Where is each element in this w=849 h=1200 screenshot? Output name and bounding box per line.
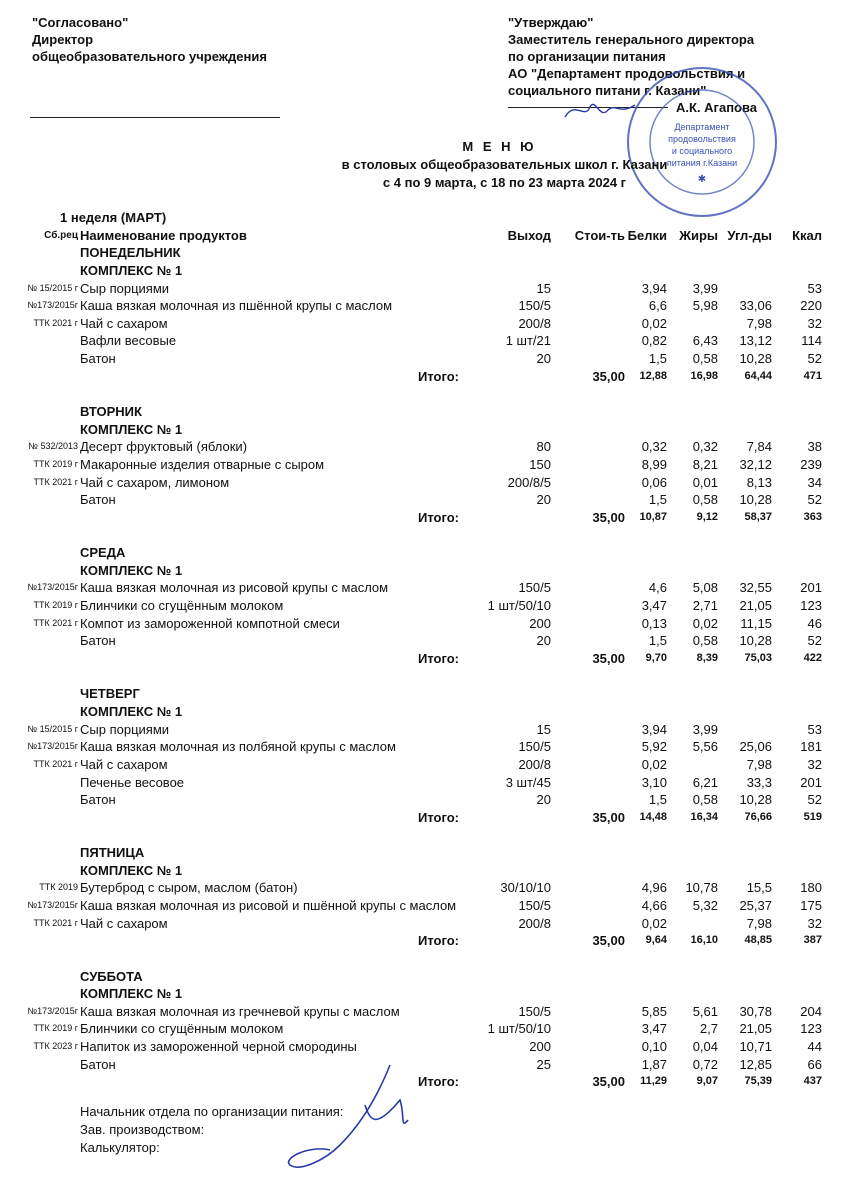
total-cost: 35,00: [592, 1074, 625, 1090]
recipe-code: № 15/2015 г: [27, 282, 78, 293]
recipe-code: ТТК 2021 г: [33, 617, 78, 628]
col-protein: Белки: [627, 227, 667, 243]
complex-row: [0, 262, 849, 280]
yield-value: 20: [536, 492, 551, 508]
yield-value: 150: [529, 456, 551, 472]
product-name: Бутерброд с сыром, маслом (батон): [80, 880, 298, 896]
yield-value: 3 шт/45: [505, 774, 551, 790]
kcal-value: 32: [807, 915, 822, 931]
kcal-value: 32: [807, 756, 822, 772]
day-name: ПОНЕДЕЛЬНИК: [80, 245, 181, 261]
fat-value: 0,72: [692, 1056, 718, 1072]
total-cost: 35,00: [592, 368, 625, 384]
kcal-value: 34: [807, 474, 822, 490]
kcal-value: 46: [807, 615, 822, 631]
recipe-code: № 15/2015 г: [27, 723, 78, 734]
total-protein: 10,87: [639, 510, 667, 523]
total-row: [0, 509, 849, 527]
day-heading-row: [0, 244, 849, 262]
kcal-value: 52: [807, 492, 822, 508]
col-code: Сб.рец: [44, 229, 78, 241]
svg-text:и социального: и социального: [671, 146, 733, 156]
carbs-value: 33,3: [746, 774, 772, 790]
recipe-code: ТТК 2021 г: [33, 917, 78, 928]
total-label: Итого:: [418, 651, 459, 667]
carbs-value: 10,28: [739, 633, 772, 649]
kcal-value: 204: [800, 1003, 822, 1019]
fat-value: 2,7: [699, 1021, 718, 1037]
protein-value: 5,92: [641, 739, 667, 755]
protein-value: 8,99: [641, 456, 667, 472]
total-kcal: 363: [803, 510, 822, 523]
product-name: Каша вязкая молочная из полбяной крупы с маслом: [80, 739, 396, 755]
approval-right-line4: АО "Департамент продовольствия и: [508, 66, 746, 81]
protein-value: 3,10: [641, 774, 667, 790]
total-fat: 16,98: [690, 369, 718, 382]
yield-value: 200/8: [518, 756, 551, 772]
protein-value: 4,66: [641, 897, 667, 913]
spacer-row: [0, 826, 849, 844]
recipe-code: ТТК 2021 г: [33, 317, 78, 328]
footer-line2: Зав. производством:: [80, 1122, 205, 1137]
total-protein: 9,70: [645, 652, 667, 665]
protein-value: 1,87: [641, 1056, 667, 1072]
fat-value: 6,21: [692, 774, 718, 790]
kcal-value: 220: [800, 298, 822, 314]
spacer-row: [0, 950, 849, 968]
total-fat: 9,07: [696, 1075, 718, 1088]
menu-title: [0, 138, 849, 192]
signer-name: А.К. Агапова: [676, 100, 758, 115]
table-row: [0, 280, 849, 298]
signature-line: [30, 117, 280, 118]
recipe-code: № 532/2013: [28, 441, 78, 452]
day-name: ВТОРНИК: [80, 404, 142, 420]
product-name: Каша вязкая молочная из рисовой и пшённой крупы с маслом: [80, 897, 457, 913]
table-row: [0, 491, 849, 509]
kcal-value: 32: [807, 315, 822, 331]
kcal-value: 123: [800, 1021, 822, 1037]
protein-value: 1,5: [648, 633, 667, 649]
fat-value: 0,58: [692, 633, 718, 649]
complex-name: КОМПЛЕКС № 1: [80, 703, 183, 719]
product-name: Десерт фруктовый (яблоки): [80, 439, 248, 455]
svg-text:✱: ✱: [697, 174, 707, 185]
carbs-value: 30,78: [739, 1003, 772, 1019]
product-name: Блинчики со сгущённым молоком: [80, 598, 284, 614]
protein-value: 0,02: [641, 756, 667, 772]
carbs-value: 21,05: [739, 598, 772, 614]
total-label: Итого:: [418, 1074, 459, 1090]
col-carbs: Угл-ды: [727, 227, 772, 243]
carbs-value: 8,13: [746, 474, 772, 490]
fat-value: 0,58: [692, 492, 718, 508]
kcal-value: 66: [807, 1056, 822, 1072]
carbs-value: 21,05: [739, 1021, 772, 1037]
menu-table: [0, 209, 849, 1091]
recipe-code: ТТК 2019: [39, 882, 78, 893]
total-row: [0, 932, 849, 950]
recipe-code: ТТК 2019 г: [33, 600, 78, 611]
kcal-value: 201: [800, 580, 822, 596]
protein-value: 4,6: [648, 580, 667, 596]
fat-value: 5,56: [692, 739, 718, 755]
carbs-value: 32,12: [739, 456, 772, 472]
table-row: [0, 632, 849, 650]
complex-row: [0, 562, 849, 580]
table-row: [0, 1020, 849, 1038]
product-name: Печенье весовое: [80, 774, 185, 790]
carbs-value: 10,28: [739, 351, 772, 367]
approver-signature: [560, 95, 640, 125]
fat-value: 0,02: [692, 615, 718, 631]
total-carbs: 75,03: [744, 652, 772, 665]
product-name: Сыр порциями: [80, 280, 170, 296]
footer-line1: Начальник отдела по организации питания:: [80, 1104, 344, 1119]
kcal-value: 52: [807, 351, 822, 367]
product-name: Чай с сахаром: [80, 756, 168, 772]
product-name: Батон: [80, 792, 116, 808]
yield-value: 20: [536, 351, 551, 367]
kcal-value: 44: [807, 1039, 822, 1055]
approval-left: [32, 14, 267, 65]
kcal-value: 114: [801, 333, 822, 349]
protein-value: 0,82: [641, 333, 667, 349]
carbs-value: 25,37: [739, 897, 772, 913]
col-fat: Жиры: [679, 227, 718, 243]
total-kcal: 387: [803, 934, 822, 947]
total-label: Итого:: [418, 933, 459, 949]
carbs-value: 10,28: [739, 792, 772, 808]
day-heading-row: [0, 544, 849, 562]
carbs-value: 7,84: [746, 439, 772, 455]
carbs-value: 13,12: [739, 333, 772, 349]
complex-row: [0, 421, 849, 439]
approval-right-line1: "Утверждаю": [508, 15, 594, 30]
product-name: Сыр порциями: [80, 721, 170, 737]
week-row: [0, 209, 849, 227]
kcal-value: 52: [807, 792, 822, 808]
product-name: Каша вязкая молочная из гречневой крупы с маслом: [80, 1003, 400, 1019]
complex-name: КОМПЛЕКС № 1: [80, 562, 183, 578]
table-row: [0, 774, 849, 792]
yield-value: 15: [536, 721, 551, 737]
svg-text:продовольствия: продовольствия: [668, 134, 736, 144]
fat-value: 5,08: [692, 580, 718, 596]
yield-value: 200: [529, 615, 551, 631]
carbs-value: 7,98: [746, 915, 772, 931]
protein-value: 4,96: [641, 880, 667, 896]
complex-row: [0, 862, 849, 880]
total-fat: 16,34: [690, 810, 718, 823]
approval-left-line2: Директор: [32, 32, 94, 47]
product-name: Чай с сахаром: [80, 915, 168, 931]
fat-value: 3,99: [692, 280, 718, 296]
recipe-code: ТТК 2023 г: [33, 1041, 78, 1052]
product-name: Каша вязкая молочная из пшённой крупы с маслом: [80, 298, 393, 314]
total-protein: 12,88: [639, 369, 667, 382]
kcal-value: 180: [800, 880, 822, 896]
recipe-code: ТТК 2019 г: [33, 1023, 78, 1034]
fat-value: 0,58: [692, 351, 718, 367]
kcal-value: 38: [807, 439, 822, 455]
yield-value: 30/10/10: [500, 880, 551, 896]
carbs-value: 15,5: [746, 880, 772, 896]
recipe-code: №173/2015г: [27, 1005, 78, 1016]
yield-value: 200/8: [518, 315, 551, 331]
yield-value: 15: [536, 280, 551, 296]
total-cost: 35,00: [592, 809, 625, 825]
product-name: Батон: [80, 633, 116, 649]
total-carbs: 76,66: [744, 810, 772, 823]
carbs-value: 10,71: [739, 1039, 772, 1055]
product-name: Каша вязкая молочная из рисовой крупы с маслом: [80, 580, 389, 596]
spacer-row: [0, 385, 849, 403]
yield-value: 20: [536, 633, 551, 649]
table-row: [0, 332, 849, 350]
kcal-value: 239: [800, 456, 822, 472]
day-heading-row: [0, 403, 849, 421]
product-name: Вафли весовые: [80, 333, 177, 349]
footer-signature: [270, 1060, 420, 1180]
kcal-value: 53: [807, 721, 822, 737]
recipe-code: №173/2015г: [27, 582, 78, 593]
total-protein: 14,48: [639, 810, 667, 823]
product-name: Напиток из замороженной черной смородины: [80, 1039, 357, 1055]
total-label: Итого:: [418, 368, 459, 384]
column-header-row: [0, 227, 849, 245]
total-kcal: 437: [803, 1075, 822, 1088]
table-row: [0, 738, 849, 756]
total-cost: 35,00: [592, 509, 625, 525]
day-name: СУББОТА: [80, 968, 143, 984]
table-row: [0, 297, 849, 315]
table-row: [0, 315, 849, 333]
carbs-value: 11,15: [740, 615, 772, 631]
protein-value: 6,6: [648, 298, 667, 314]
yield-value: 1 шт/21: [505, 333, 551, 349]
col-cost: Стои-ть: [574, 227, 625, 243]
week-label: 1 неделя (МАРТ): [60, 210, 167, 225]
kcal-value: 201: [800, 774, 822, 790]
day-name: СРЕДА: [80, 545, 126, 561]
recipe-code: ТТК 2021 г: [33, 758, 78, 769]
fat-value: 0,58: [692, 792, 718, 808]
protein-value: 5,85: [641, 1003, 667, 1019]
table-row: [0, 615, 849, 633]
yield-value: 200/8: [518, 915, 551, 931]
kcal-value: 181: [800, 739, 822, 755]
total-cost: 35,00: [592, 933, 625, 949]
yield-value: 1 шт/50/10: [487, 598, 551, 614]
fat-value: 5,32: [692, 897, 718, 913]
total-fat: 8,39: [696, 652, 718, 665]
recipe-code: ТТК 2019 г: [33, 458, 78, 469]
complex-name: КОМПЛЕКС № 1: [80, 421, 183, 437]
table-row: [0, 791, 849, 809]
total-kcal: 422: [803, 652, 822, 665]
table-row: [0, 879, 849, 897]
table-row: [0, 756, 849, 774]
total-carbs: 64,44: [744, 369, 772, 382]
product-name: Компот из замороженной компотной смеси: [80, 615, 340, 631]
approval-right-line5: социального питани г. Казани": [508, 83, 707, 98]
kcal-value: 53: [807, 280, 822, 296]
approval-right-line3: по организации питания: [508, 49, 666, 64]
protein-value: 3,94: [641, 721, 667, 737]
yield-value: 20: [536, 792, 551, 808]
recipe-code: ТТК 2021 г: [33, 476, 78, 487]
complex-row: [0, 703, 849, 721]
fat-value: 3,99: [692, 721, 718, 737]
table-row: [0, 474, 849, 492]
day-sections: [0, 244, 849, 1091]
day-name: ЧЕТВЕРГ: [80, 686, 140, 702]
table-row: [0, 438, 849, 456]
approval-right-line2: Заместитель генерального директора: [508, 32, 755, 47]
total-protein: 9,64: [645, 934, 667, 947]
total-kcal: 519: [803, 810, 822, 823]
protein-value: 1,5: [648, 351, 667, 367]
approval-left-line3: общеобразовательного учреждения: [32, 49, 267, 64]
col-name: Наименование продуктов: [80, 227, 247, 243]
product-name: Батон: [80, 492, 116, 508]
complex-name: КОМПЛЕКС № 1: [80, 262, 183, 278]
yield-value: 150/5: [518, 897, 551, 913]
day-heading-row: [0, 968, 849, 986]
kcal-value: 175: [800, 897, 822, 913]
carbs-value: 32,55: [739, 580, 772, 596]
product-name: Батон: [80, 351, 116, 367]
yield-value: 150/5: [518, 580, 551, 596]
yield-value: 80: [536, 439, 551, 455]
fat-value: 5,98: [692, 298, 718, 314]
total-label: Итого:: [418, 509, 459, 525]
table-row: [0, 915, 849, 933]
day-heading-row: [0, 844, 849, 862]
complex-name: КОМПЛЕКС № 1: [80, 862, 183, 878]
fat-value: 6,43: [692, 333, 718, 349]
table-row: [0, 1056, 849, 1074]
day-name: ПЯТНИЦА: [80, 845, 145, 861]
protein-value: 0,02: [641, 315, 667, 331]
table-row: [0, 897, 849, 915]
fat-value: 10,78: [685, 880, 718, 896]
protein-value: 3,47: [641, 1021, 667, 1037]
yield-value: 150/5: [518, 739, 551, 755]
product-name: Макаронные изделия отварные с сыром: [80, 456, 325, 472]
yield-value: 1 шт/50/10: [487, 1021, 551, 1037]
protein-value: 0,06: [641, 474, 667, 490]
total-row: [0, 368, 849, 386]
table-row: [0, 456, 849, 474]
col-kcal: Ккал: [792, 227, 822, 243]
total-label: Итого:: [418, 809, 459, 825]
yield-value: 200: [529, 1039, 551, 1055]
protein-value: 3,94: [641, 280, 667, 296]
fat-value: 2,71: [692, 598, 718, 614]
table-row: [0, 1003, 849, 1021]
carbs-value: 25,06: [739, 739, 772, 755]
recipe-code: №173/2015г: [27, 741, 78, 752]
total-carbs: 48,85: [744, 934, 772, 947]
spacer-row: [0, 527, 849, 545]
complex-row: [0, 985, 849, 1003]
product-name: Батон: [80, 1056, 116, 1072]
protein-value: 1,5: [648, 792, 667, 808]
total-protein: 11,29: [640, 1075, 667, 1088]
table-row: [0, 597, 849, 615]
yield-value: 200/8/5: [507, 474, 551, 490]
recipe-code: №173/2015г: [27, 300, 78, 311]
title-line3: с 4 по 9 марта, с 18 по 23 марта 2024 г: [382, 175, 627, 190]
day-heading-row: [0, 685, 849, 703]
title-line2: в столовых общеобразовательных школ г. Казани: [341, 157, 668, 172]
kcal-value: 52: [807, 633, 822, 649]
recipe-code: №173/2015г: [27, 899, 78, 910]
carbs-value: 12,85: [739, 1056, 772, 1072]
carbs-value: 10,28: [739, 492, 772, 508]
table-row: [0, 1038, 849, 1056]
svg-text:Департамент: Департамент: [674, 122, 730, 132]
approval-left-line1: "Согласовано": [32, 15, 129, 30]
fat-value: 0,32: [692, 439, 718, 455]
yield-value: 150/5: [518, 1003, 551, 1019]
table-row: [0, 721, 849, 739]
carbs-value: 7,98: [746, 315, 772, 331]
product-name: Чай с сахаром, лимоном: [80, 474, 230, 490]
title-line1: М Е Н Ю: [462, 139, 537, 154]
carbs-value: 33,06: [739, 298, 772, 314]
col-yield: Выход: [507, 227, 551, 243]
protein-value: 1,5: [648, 492, 667, 508]
product-name: Чай с сахаром: [80, 315, 168, 331]
table-row: [0, 350, 849, 368]
svg-text:питания г.Казани: питания г.Казани: [666, 158, 738, 168]
protein-value: 0,32: [641, 439, 667, 455]
table-row: [0, 579, 849, 597]
total-fat: 16,10: [690, 934, 718, 947]
fat-value: 0,04: [692, 1039, 718, 1055]
yield-value: 150/5: [518, 298, 551, 314]
spacer-row: [0, 668, 849, 686]
total-row: [0, 809, 849, 827]
fat-value: 0,01: [692, 474, 718, 490]
carbs-value: 7,98: [746, 756, 772, 772]
product-name: Блинчики со сгущённым молоком: [80, 1021, 284, 1037]
total-row: [0, 1073, 849, 1091]
yield-value: 25: [536, 1056, 551, 1072]
protein-value: 0,13: [641, 615, 667, 631]
footer-line3: Калькулятор:: [80, 1140, 160, 1155]
protein-value: 0,10: [641, 1039, 667, 1055]
total-carbs: 75,39: [744, 1075, 772, 1088]
total-kcal: 471: [803, 369, 822, 382]
kcal-value: 123: [800, 598, 822, 614]
fat-value: 8,21: [692, 456, 718, 472]
total-carbs: 58,37: [744, 510, 772, 523]
total-fat: 9,12: [696, 510, 718, 523]
complex-name: КОМПЛЕКС № 1: [80, 986, 183, 1002]
protein-value: 0,02: [641, 915, 667, 931]
fat-value: 5,61: [692, 1003, 718, 1019]
total-row: [0, 650, 849, 668]
protein-value: 3,47: [641, 598, 667, 614]
total-cost: 35,00: [592, 651, 625, 667]
